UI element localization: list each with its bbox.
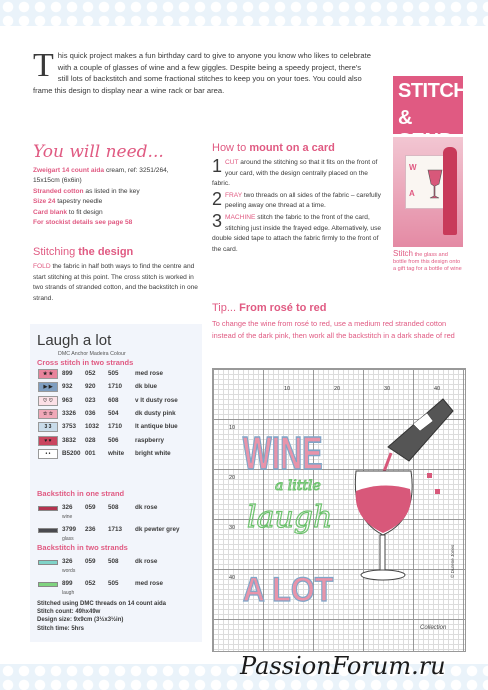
wine-fill-icon	[356, 485, 411, 533]
material-4-name: Card blank	[33, 208, 68, 216]
material-3-detail: tapestry needle	[57, 198, 103, 206]
key-colour: raspberry	[135, 436, 165, 444]
key-row	[34, 502, 204, 520]
intro-paragraph	[33, 47, 373, 96]
x-tick-40: 40	[434, 386, 441, 392]
key-dmc: 963	[62, 396, 73, 404]
you-will-need-heading: You will need...	[33, 142, 164, 162]
stitch-symbol: ☆ ☆	[38, 409, 58, 419]
chart-word-a-lot: A LOT	[242, 570, 334, 609]
photo-caption	[393, 250, 463, 273]
key-usage: glass	[62, 536, 74, 542]
key-row	[34, 578, 204, 596]
key-row	[34, 368, 204, 379]
key-madeira: 505	[108, 580, 119, 587]
stitch-send-line1: STITCH	[398, 80, 468, 102]
key-anchor: 001	[85, 449, 96, 457]
mount-step-2	[212, 191, 382, 212]
key-madeira: 505	[108, 370, 119, 377]
key-anchor: 920	[85, 383, 96, 391]
key-title: Laugh a lot	[37, 332, 112, 349]
key-dmc: 899	[62, 580, 73, 587]
dotted-header-band	[0, 0, 488, 26]
key-colour: lt antique blue	[135, 423, 178, 431]
key-anchor: 059	[85, 558, 96, 565]
key-row	[34, 556, 204, 574]
key-footnote	[37, 600, 166, 633]
tip-heading-b: From rosé to red	[239, 302, 327, 314]
stitching-text: the fabric in half both ways to find the centre and start stitching at this point. The cross stitch is worked in two strands of stranded cotton, and the backstitch in one strand.	[33, 263, 198, 302]
step-2-key: FRAY	[225, 191, 242, 199]
key-foot-count: Stitch count: 49hx49w	[37, 609, 101, 616]
mount-step-1	[212, 158, 382, 190]
key-foot-time: Stitch time: 5hrs	[37, 625, 85, 632]
key-anchor: 236	[85, 526, 96, 533]
stitch-send-badge	[393, 76, 468, 134]
photo-caption-text: the glass and bottle from this design onto a gift tag for a bottle of wine	[393, 252, 462, 272]
chart-design	[213, 369, 465, 651]
wine-drop-icon	[435, 489, 440, 494]
y-tick-40: 40	[229, 575, 236, 581]
material-2-name: Stranded cotton	[33, 187, 84, 195]
material-4-detail: to fit design	[68, 208, 103, 216]
step-1-key: CUT	[225, 159, 239, 166]
tip-text: To change the wine from rosé to red, use a medium red stranded cotton instead of the dark pink, then work all the backstitch in a dark shade of red	[212, 319, 455, 340]
step-2-number: 2	[212, 190, 223, 209]
key-usage: words	[62, 568, 76, 574]
key-colour: dk dusty pink	[135, 409, 176, 417]
bottle-shape	[443, 147, 457, 235]
svg-text:A: A	[409, 189, 415, 198]
key-madeira: 506	[108, 436, 119, 444]
key-column-headers: DMC Anchor Madeira Colour	[58, 351, 126, 357]
chart-word-laugh: laugh	[247, 500, 333, 535]
key-anchor: 1032	[85, 423, 100, 431]
key-dmc: 3326	[62, 409, 77, 417]
mini-design-icon	[406, 156, 448, 208]
x-tick-20: 20	[334, 386, 341, 392]
stitch-symbol: ★ ★	[38, 369, 58, 379]
step-1-text: around the stitching so that it fits on the front of your card, with the design centrally placed on the fabric.	[212, 159, 378, 188]
stitch-symbol: • •	[38, 449, 58, 459]
key-dmc: 326	[62, 558, 73, 565]
y-tick-20: 20	[229, 475, 236, 481]
key-foot-threads: Stitched using DMC threads on 14 count aida	[37, 601, 167, 607]
key-row	[34, 435, 204, 446]
mount-step-3	[212, 213, 382, 255]
key-anchor: 023	[85, 396, 96, 404]
step-3-number: 3	[212, 212, 223, 231]
key-colour: med rose	[135, 370, 163, 377]
copyright-note: © Durene Jones	[450, 544, 455, 578]
key-row	[34, 395, 204, 406]
thread-key-panel	[30, 324, 202, 642]
bottle-tag	[449, 145, 459, 159]
key-madeira: 608	[108, 396, 119, 404]
stitch-symbol: ♥ ♥	[38, 436, 58, 446]
mount-heading-b: mount on a card	[249, 142, 335, 154]
material-3-name: Size 24	[33, 198, 56, 206]
cross-stitch-heading: Cross stitch in two strands	[37, 358, 134, 367]
x-tick-10: 10	[284, 386, 291, 392]
key-anchor: 059	[85, 504, 96, 511]
key-anchor: 052	[85, 580, 96, 587]
backstitch-one-heading: Backstitch in one strand	[37, 489, 125, 498]
material-1-detail: cream, ref: 3251/264, 15x15cm (6x6in)	[33, 167, 169, 185]
key-usage: laugh	[62, 590, 75, 596]
photo-caption-lead: Stitch	[393, 249, 414, 258]
glass-base-icon	[361, 570, 405, 580]
stitch-send-line2: &	[398, 107, 413, 129]
key-madeira: 1710	[108, 383, 123, 391]
backstitch-two-heading: Backstitch in two strands	[37, 543, 128, 552]
key-dmc: 3832	[62, 436, 77, 444]
key-madeira: 1710	[108, 423, 123, 431]
tip-heading-a: Tip...	[212, 302, 237, 314]
watermark: PassionForum.ru	[240, 652, 446, 680]
stitching-heading	[33, 246, 133, 258]
intro-text: his quick project makes a fun birthday card to give to anyone you know who likes to celebrate with a couple of glasses of wine and a few giggles. Despite being a speedy project, there's still lots of backstitch and some fractional stitches to keep you on your toes. You could also frame this design to display near a wine rack or bar area.	[33, 51, 371, 95]
key-madeira: 508	[108, 504, 119, 511]
key-foot-size: Design size: 9x9cm (3½x3½in)	[37, 617, 124, 624]
material-1-name: Zweigart 14 count aida	[33, 167, 105, 174]
key-anchor: 028	[85, 436, 96, 444]
key-row	[34, 381, 204, 392]
key-dmc: 326	[62, 504, 73, 511]
key-dmc: B5200	[62, 449, 81, 457]
svg-text:W: W	[409, 163, 417, 172]
thread-line	[38, 582, 58, 587]
key-dmc: 932	[62, 383, 73, 391]
x-tick-30: 30	[384, 386, 391, 392]
key-row	[34, 524, 204, 542]
key-row	[34, 421, 204, 432]
glass-stem-icon	[380, 535, 385, 571]
stitch-symbol: ♡ ♡	[38, 396, 58, 406]
thread-line	[38, 560, 58, 565]
chart-word-wine: WINE	[242, 428, 323, 480]
intro-dropcap: T	[33, 47, 54, 84]
key-colour: bright white	[135, 449, 171, 457]
tip-heading	[212, 302, 327, 314]
stitch-symbol: ▶ ▶	[38, 382, 58, 392]
mount-heading	[212, 142, 335, 154]
step-3-key: MACHINE	[225, 213, 256, 221]
key-dmc: 3753	[62, 423, 77, 431]
stitching-heading-a: Stitching	[33, 246, 76, 258]
key-row	[34, 448, 204, 459]
key-colour: dk rose	[135, 558, 158, 565]
key-anchor: 052	[85, 370, 96, 377]
thread-line	[38, 528, 58, 533]
cross-stitch-chart	[212, 368, 466, 652]
publisher-logo: Collection	[420, 625, 447, 631]
key-madeira: 504	[108, 409, 119, 417]
thread-line	[38, 506, 58, 511]
chart-word-a-little: a little	[275, 478, 321, 494]
key-colour: med rose	[135, 580, 163, 587]
y-tick-30: 30	[229, 525, 236, 531]
key-colour: dk rose	[135, 504, 158, 511]
material-2-detail: as listed in the key	[85, 187, 140, 195]
mount-heading-a: How to	[212, 142, 247, 154]
key-colour: v lt dusty rose	[135, 396, 178, 404]
y-tick-10: 10	[229, 425, 236, 431]
stitching-heading-b: the design	[78, 246, 134, 258]
key-row	[34, 408, 204, 419]
mount-steps	[212, 158, 382, 256]
key-madeira: 508	[108, 558, 119, 565]
stitching-key: FOLD	[33, 263, 51, 270]
stockist-note: For stockist details see page 58	[33, 219, 133, 227]
key-usage: wine	[62, 514, 73, 520]
key-colour: dk blue	[135, 383, 158, 391]
step-2-text: two threads on all sides of the fabric – carefully peeling away one thread at a time.	[225, 191, 381, 210]
stitch-symbol: 3 3	[38, 422, 58, 432]
key-madeira: white	[108, 449, 125, 457]
gift-tag-photo	[393, 137, 463, 247]
key-dmc: 899	[62, 370, 73, 377]
step-3-text: stitch the fabric to the front of the card, stitching just inside the frayed edge. Alternatively, use double sided tape to attach the fabric firmly to the front of the card.	[212, 213, 382, 253]
key-anchor: 036	[85, 409, 96, 417]
key-colour: dk pewter grey	[135, 526, 180, 533]
key-dmc: 3799	[62, 526, 77, 533]
step-1-number: 1	[212, 158, 223, 176]
wine-drop-icon	[427, 473, 432, 478]
materials-list	[33, 166, 193, 228]
key-madeira: 1713	[108, 526, 123, 533]
stitching-paragraph	[33, 262, 198, 304]
